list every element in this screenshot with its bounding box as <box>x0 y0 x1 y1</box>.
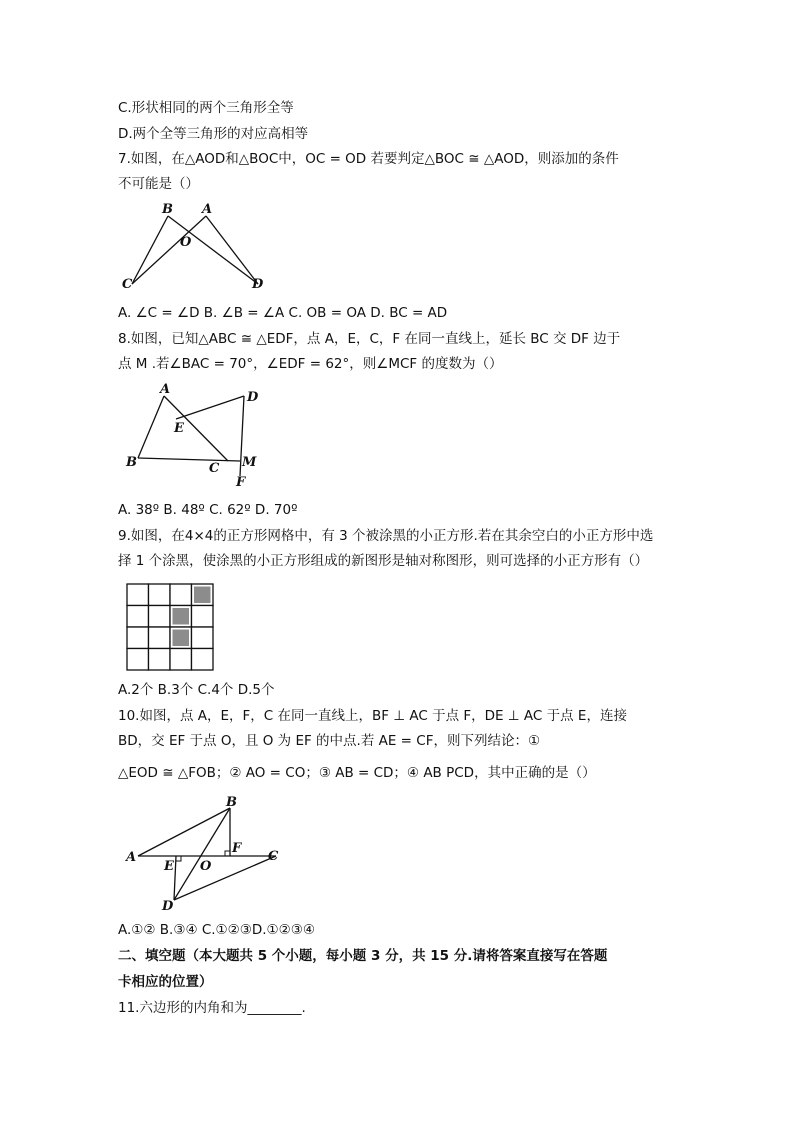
grid-cell-r0-c2 <box>170 584 192 606</box>
grid-cell-r0-c1 <box>149 584 171 606</box>
section2-heading-line2: 卡相应的位置） <box>118 974 213 990</box>
q7-segment-ca <box>132 216 206 284</box>
q8-stem-line1: 8.如图，已知△ABC ≅ △EDF，点 A，E，C，F 在同一直线上，延长 BC 交 DF 边于 <box>118 331 621 347</box>
grid-cell-r3-c0 <box>127 649 149 671</box>
q10-label-d: D <box>162 899 174 914</box>
q7-label-a: A <box>202 202 213 217</box>
q10-stem-line1: 10.如图，点 A，E，F，C 在同一直线上，BF ⊥ AC 于点 F，DE ⊥ AC 于点 E，连接 <box>118 708 627 724</box>
q8-label-e: E <box>174 421 184 436</box>
shaded-cell-r0-c3 <box>194 587 211 604</box>
q8-figure <box>118 382 268 490</box>
q8-label-m: M <box>242 455 257 470</box>
q10-label-a: A <box>126 850 137 865</box>
q8-label-f: F <box>236 475 246 490</box>
q10-label-o: O <box>200 859 212 874</box>
q7-segment-cb <box>132 216 168 284</box>
q9-grid-figure <box>125 582 217 672</box>
q6-option-c: C.形状相同的两个三角形全等 <box>118 100 294 116</box>
q10-label-b: B <box>226 796 237 810</box>
q9-options: A.2个 B.3个 C.4个 D.5个 <box>118 682 275 698</box>
shaded-cell-r2-c2 <box>173 630 190 647</box>
q8-label-b: B <box>126 455 137 470</box>
grid-cell-r3-c1 <box>149 649 171 671</box>
q10-options: A.①② B.③④ C.①②③D.①②③④ <box>118 922 315 938</box>
q8-options: A. 38º B. 48º C. 62º D. 70º <box>118 502 298 518</box>
grid-cell-r2-c1 <box>149 627 171 649</box>
q9-stem-line1: 9.如图，在4×4的正方形网格中，有 3 个被涂黑的小正方形.若在其余空白的小正方形中选 <box>118 528 654 544</box>
q8-label-d: D <box>247 390 259 405</box>
q8-stem-line2: 点 M .若∠BAC = 70°，∠EDF = 62°，则∠MCF 的度数为（） <box>118 356 503 372</box>
grid-cell-r3-c3 <box>192 649 214 671</box>
q11-text: 11.六边形的内角和为________. <box>118 1000 306 1016</box>
q10-label-f: F <box>232 841 242 856</box>
grid-cell-r0-c0 <box>127 584 149 606</box>
section2-heading-line1: 二、填空题（本大题共 5 个小题，每小题 3 分，共 15 分.请将答案直接写在答题 <box>118 948 608 964</box>
q7-figure <box>118 200 268 292</box>
q10-label-e: E <box>164 859 174 874</box>
q7-label-c: C <box>122 277 133 292</box>
q7-label-o: O <box>180 235 192 250</box>
q9-stem-line2: 择 1 个涂黑，使涂黑的小正方形组成的新图形是轴对称图形，则可选择的小正方形有（） <box>118 553 649 569</box>
q8-label-a: A <box>160 382 171 397</box>
grid-cell-r1-c1 <box>149 606 171 628</box>
q10-figure <box>118 796 293 914</box>
grid-cell-r1-c3 <box>192 606 214 628</box>
q7-stem-line1: 7.如图，在△AOD和△BOC中，OC = OD 若要判定△BOC ≅ △AOD，则添加的条件 <box>118 151 619 167</box>
grid-cell-r3-c2 <box>170 649 192 671</box>
q10-stem-line3: △EOD ≅ △FOB；② AO = CO；③ AB = CD；④ AB PCD，其中正确的是（） <box>118 765 596 781</box>
q7-options: A. ∠C = ∠D B. ∠B = ∠A C. OB = OA D. BC = AD <box>118 305 448 321</box>
q7-stem-line2: 不可能是（） <box>118 176 199 192</box>
q10-label-c: C <box>268 849 279 864</box>
q10-stem-line2: BD，交 EF 于点 O，且 O 为 EF 的中点.若 AE = CF，则下列结论：① <box>118 733 541 749</box>
grid-cell-r2-c0 <box>127 627 149 649</box>
grid-cell-r1-c0 <box>127 606 149 628</box>
q6-option-d: D.两个全等三角形的对应高相等 <box>118 126 309 142</box>
q7-label-b: B <box>162 202 173 217</box>
shaded-cell-r1-c2 <box>173 608 190 625</box>
grid-cell-r2-c3 <box>192 627 214 649</box>
q8-label-c: C <box>209 461 220 476</box>
q7-label-d: D <box>252 277 264 292</box>
